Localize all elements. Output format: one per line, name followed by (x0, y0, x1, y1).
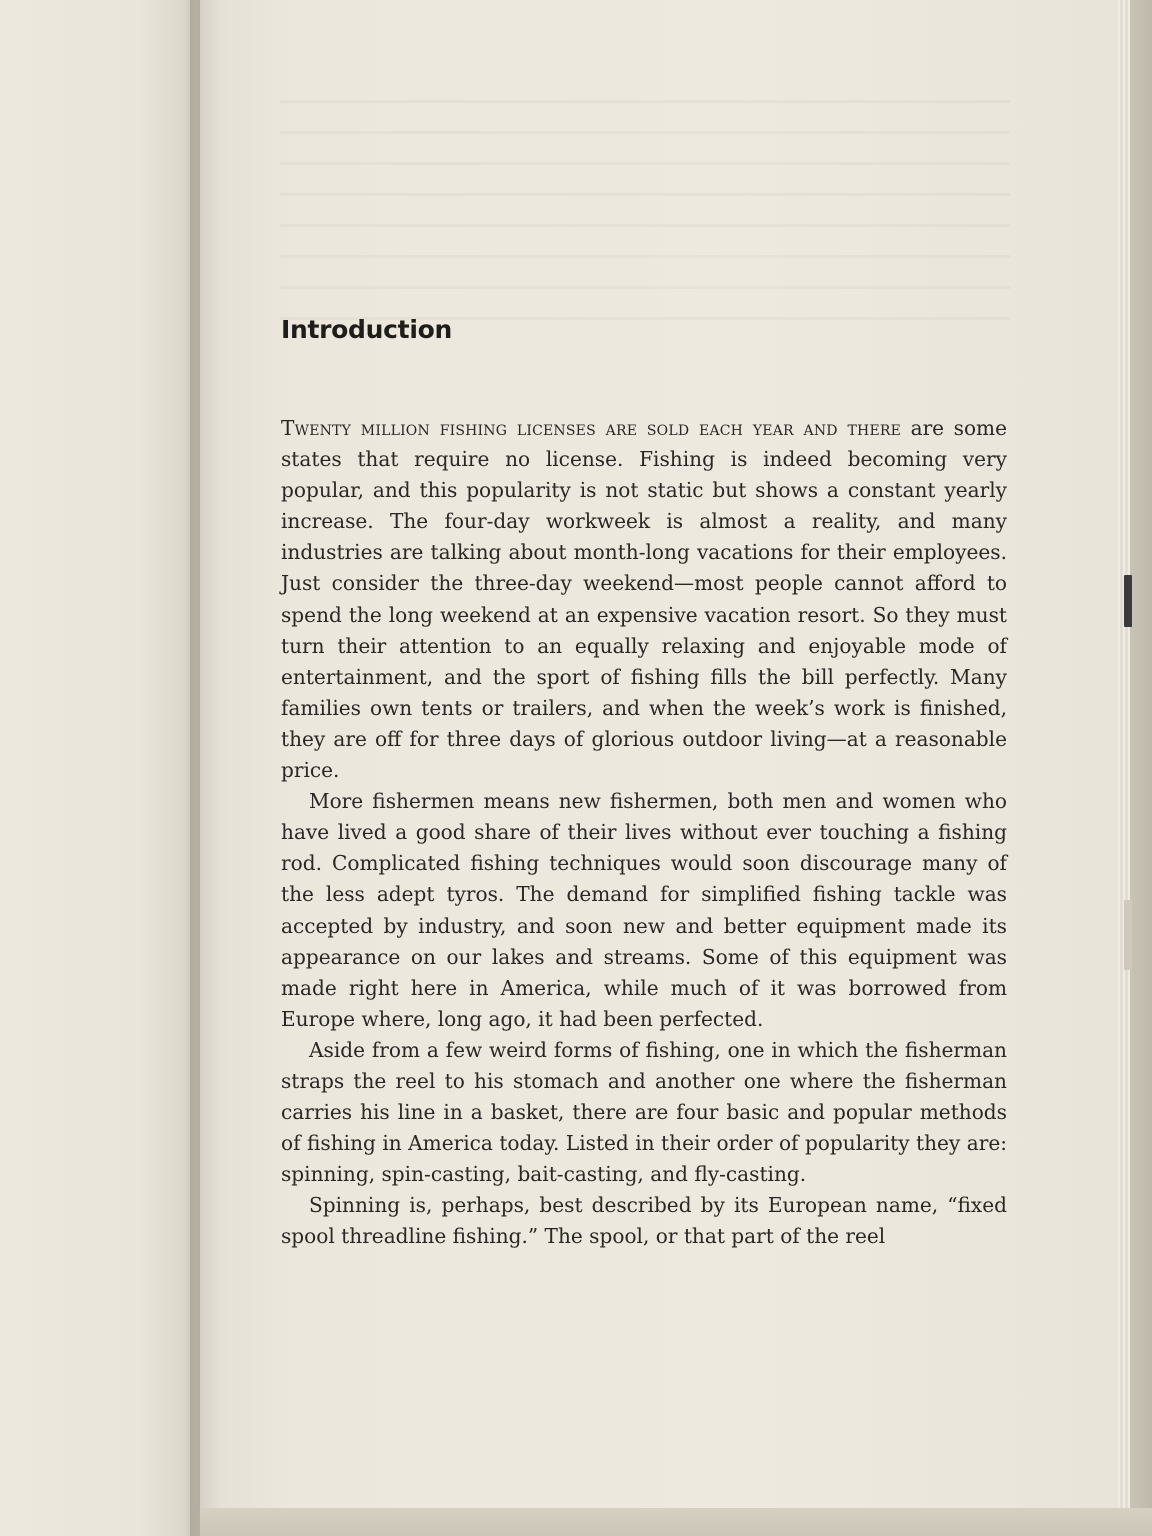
paragraph-4: Spinning is, perhaps, best described by its European name, “fixed spool threadline fishing.” The spool, or that part of the reel (281, 1193, 1007, 1249)
back-cover-edge (1130, 0, 1152, 1536)
edge-marker-light (1124, 900, 1132, 970)
paragraph-3: Aside from a few weird forms of fishing, one in which the fisherman straps the reel to his stomach and another one where the fisherman carries his line in a basket, there are four basic and popular methods of fishing in America today. Listed in their order of popularity they are: spinning, spin-casting, bait-casting, and fly-casting. (281, 1037, 1007, 1187)
edge-marker (1124, 575, 1132, 627)
paragraph-1 (281, 413, 1007, 786)
paragraph-1-text: are some states that require no license. Fishing is indeed becoming very popular, and this popularity is not static but shows a constant yearly increase. The four-day workweek is almost a reality, and many industries are talking about month-long vacations for their employees. Just consider the three-day weekend—most people cannot afford to spend the long weekend at an expensive vacation resort. So they must turn their attention to an equally relaxing and enjoyable mode of entertainment, and the sport of fishing fills the bill perfectly. Many families own tents or trailers, and when the week’s work is finished, they are off for three days of glorious outdoor living—at a reasonable price. (281, 416, 1007, 783)
paragraph-2: More fishermen means new fishermen, both men and women who have lived a good share of their lives without ever touching a fishing rod. Complicated fishing techniques would soon discourage many of the less adept tyros. The demand for simplified fishing tackle was accepted by industry, and soon new and better equipment made its appearance on our lakes and streams. Some of this equipment was made right here in America, while much of it was borrowed from Europe where, long ago, it had been perfected. (281, 789, 1007, 1031)
chapter-heading: Introduction (281, 315, 452, 344)
page-bottom-edge (200, 1508, 1152, 1536)
body-text (281, 413, 1007, 1253)
paragraph-1-lead: Twenty million fishing licenses are sold each year and there (281, 416, 902, 440)
show-through-text (280, 100, 1010, 340)
left-page (0, 0, 200, 1536)
book-gutter (190, 0, 220, 1536)
